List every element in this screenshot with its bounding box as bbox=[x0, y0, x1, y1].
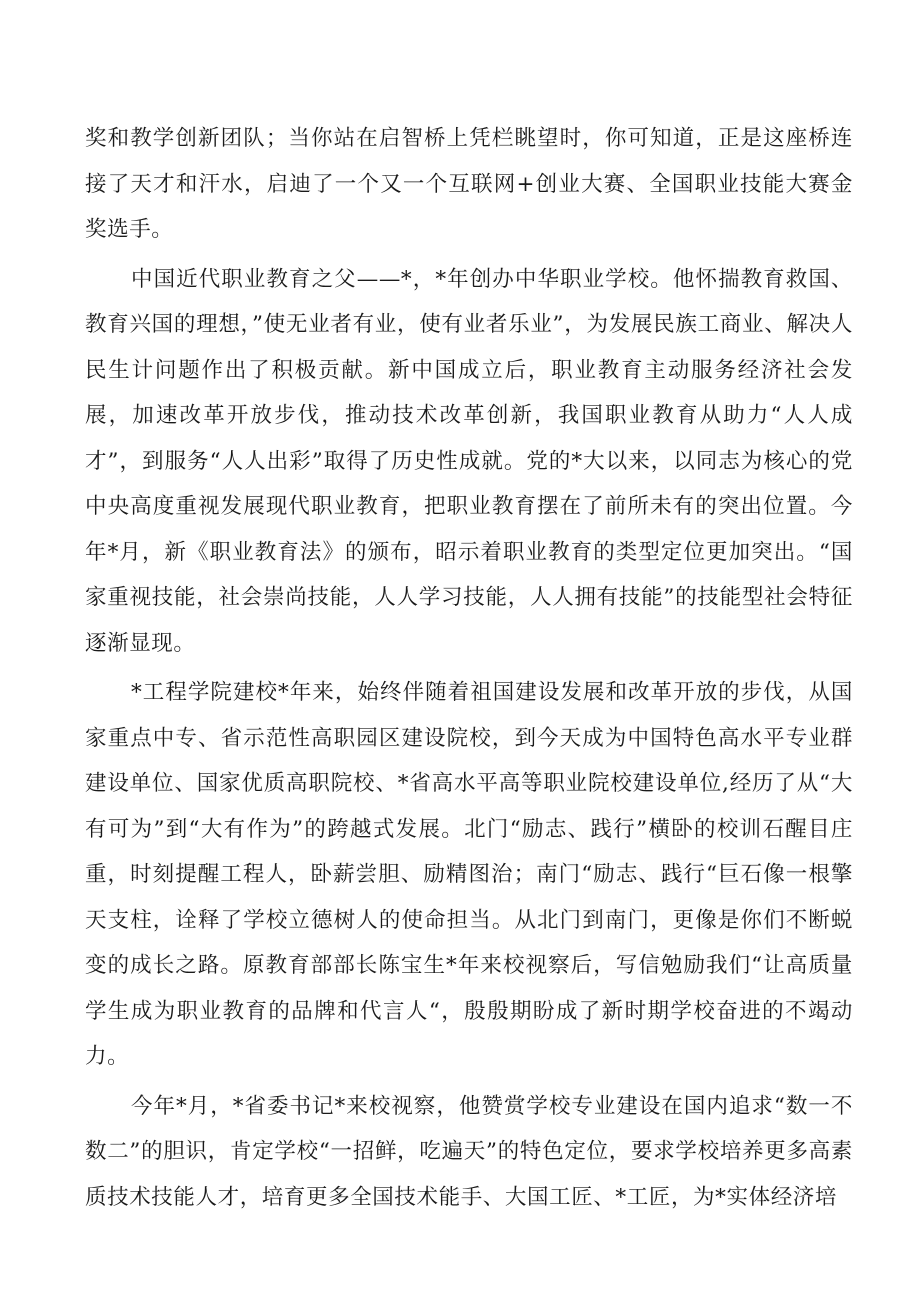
paragraph: *工程学院建校*年来，始终伴随着祖国建设发展和改革开放的步伐，从国家重点中专、省示范性高职园区建设院校，到今天成为中国特色高水平专业群建设单位、国家优质高职院校、*省高水平高等职业院校建设单位,经历了从“大有可为”到“大有作为”的跨越式发展。北门“励志、践行”横卧的校训石醒目庄重，时刻提醒工程人，卧薪尝胆、励精图治；南门“励志、践行“巨石像一根擎天支柱，诠释了学校立德树人的使命担当。从北门到南门，更像是你们不断蜕变的成长之路。原教育部部长陈宝生*年来校视察后，写信勉励我们“让高质量学生成为职业教育的品牌和代言人“，殷殷期盼成了新时期学校奋进的不竭动力。 bbox=[85, 680, 853, 1069]
document-body bbox=[85, 116, 853, 1220]
paragraph: 今年*月，*省委书记*来校视察，他赞赏学校专业建设在国内追求“数一不数二”的胆识，肯定学校“一招鲜，吃遍天”的特色定位，要求学校培养更多高素质技术技能人才，培育更多全国技术能手、大国工匠、*工匠，为*实体经济培 bbox=[85, 1093, 853, 1210]
paragraph: 奖和教学创新团队；当你站在启智桥上凭栏眺望时，你可知道，正是这座桥连接了天才和汗水，启迪了一个又一个互联网+创业大赛、全国职业技能大赛金奖选手。 bbox=[85, 126, 853, 242]
paragraph: 中国近代职业教育之父——*，*年创办中华职业学校。他怀揣教育救国、教育兴国的理想，”使无业者有业，使有业者乐业”，为发展民族工商业、解决人民生计问题作出了积极贡献。新中国成立后，职业教育主动服务经济社会发展，加速改革开放步伐，推动技术改革创新，我国职业教育从助力“人人成才”，到服务“人人出彩”取得了历史性成就。党的*大以来，以同志为核心的党中央高度重视发展现代职业教育，把职业教育摆在了前所未有的突出位置。今年*月，新《职业教育法》的颁布，昭示着职业教育的类型定位更加突出。“国家重视技能，社会崇尚技能，人人学习技能，人人拥有技能”的技能型社会特征逐渐显现。 bbox=[85, 266, 853, 656]
